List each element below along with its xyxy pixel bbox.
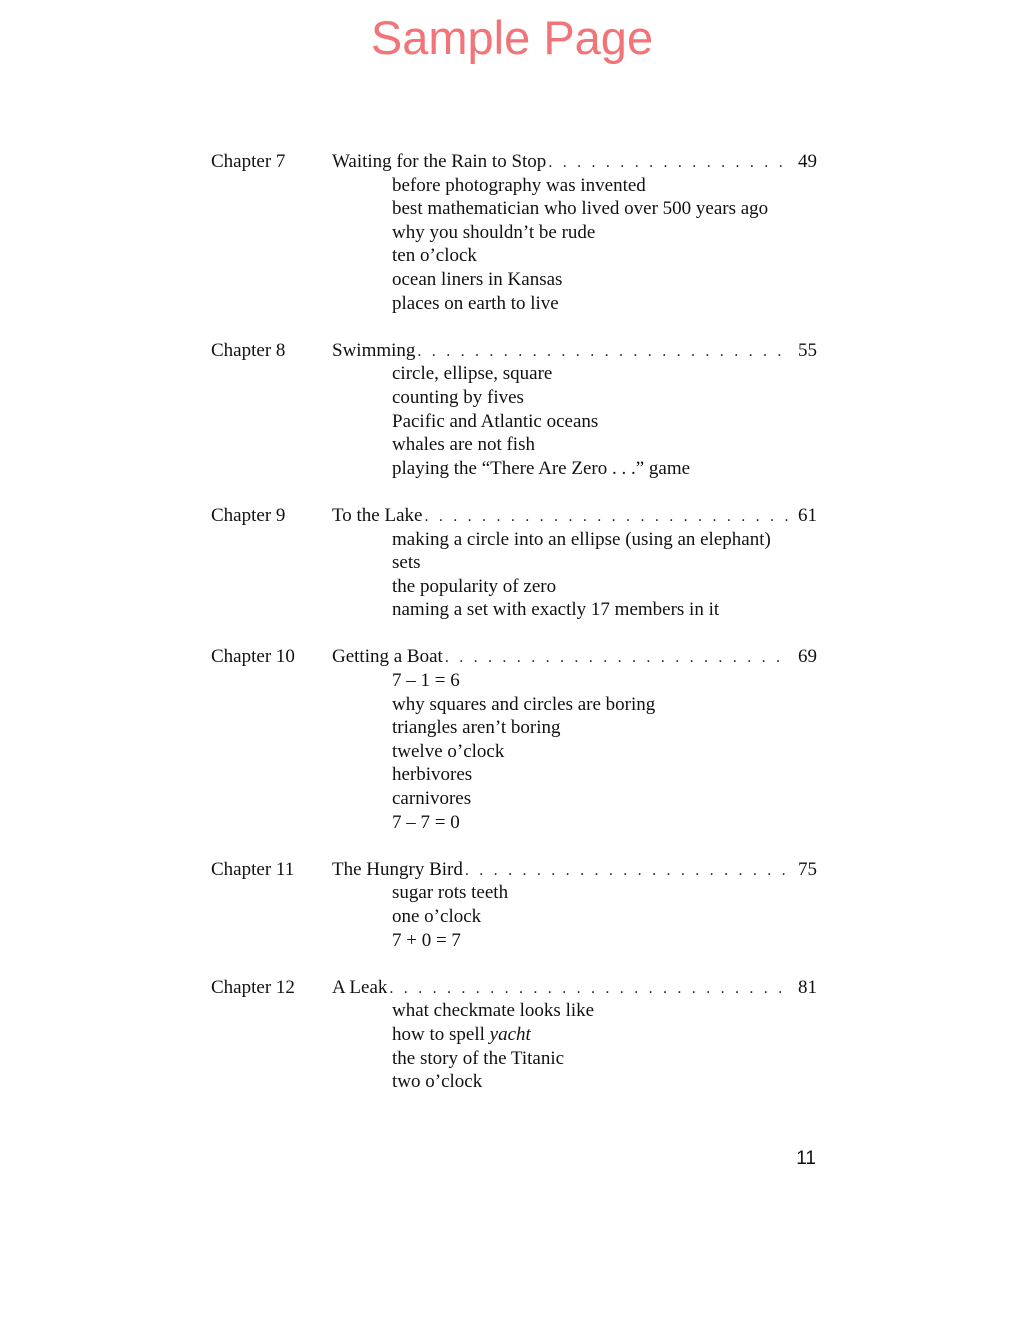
topic-item: carnivores <box>392 788 472 810</box>
chapter-title-line <box>332 858 790 883</box>
chapter-title-line <box>332 339 790 364</box>
topic-item: places on earth to live <box>392 292 559 314</box>
topic-item: whales are not fish <box>392 434 535 456</box>
topic-item: why squares and circles are boring <box>392 693 656 715</box>
dot-leader <box>422 505 790 529</box>
chapter-heading-row <box>211 504 817 528</box>
chapter-label: Chapter 12 <box>211 976 295 998</box>
topic-item: the story of the Titanic <box>392 1047 565 1069</box>
toc-chapter-10 <box>211 645 817 834</box>
topic-item: twelve o’clock <box>392 740 505 762</box>
topic-item: why you shouldn’t be rude <box>392 221 596 243</box>
chapter-title: Getting a Boat <box>332 646 443 668</box>
topic-item: playing the “There Are Zero . . .” game <box>392 457 691 479</box>
page-number: 11 <box>796 1148 816 1169</box>
topic-item: circle, ellipse, square <box>392 363 553 385</box>
chapter-page-number: 55 <box>798 339 817 361</box>
topic-item: ocean liners in Kansas <box>392 268 563 290</box>
topic-item: sets <box>392 552 421 574</box>
sample-page-watermark: Sample Page <box>370 11 654 64</box>
chapter-title: A Leak <box>332 976 388 998</box>
topic-item: best mathematician who lived over 500 years ago <box>392 198 769 220</box>
chapter-page-number: 75 <box>798 858 817 880</box>
topic-item: what checkmate looks like <box>392 1000 595 1022</box>
chapter-heading-row <box>211 150 817 174</box>
chapter-label: Chapter 8 <box>211 339 286 361</box>
chapter-page-number: 61 <box>798 504 817 526</box>
toc-chapter-8 <box>211 339 817 481</box>
topic-item-spell-yacht <box>392 1023 817 1047</box>
topic-item: 7 – 7 = 0 <box>392 811 460 833</box>
toc-chapter-11 <box>211 858 817 952</box>
chapter-page-number: 49 <box>798 151 817 172</box>
chapter-title: To the Lake <box>332 504 423 526</box>
chapter-label: Chapter 11 <box>211 858 295 880</box>
topic-item: making a circle into an ellipse (using an elephant) <box>392 528 771 550</box>
toc-chapter-12 <box>211 976 817 1094</box>
topic-item: Pacific and Atlantic oceans <box>392 410 599 432</box>
chapter-topic-list <box>211 528 817 622</box>
dot-leader <box>463 859 790 883</box>
chapter-heading-row <box>211 858 817 882</box>
chapter-label: Chapter 10 <box>211 646 295 668</box>
chapter-title-line <box>332 150 790 175</box>
topic-italic-word: yacht <box>489 1023 531 1045</box>
chapter-title-line <box>332 504 790 529</box>
dot-leader <box>443 646 790 670</box>
topic-item: counting by fives <box>392 386 524 408</box>
topic-item: sugar rots teeth <box>392 882 509 904</box>
chapter-topic-list <box>211 881 817 952</box>
chapter-topic-list <box>211 999 817 1093</box>
chapter-label: Chapter 7 <box>211 151 286 172</box>
chapter-label: Chapter 9 <box>211 504 286 526</box>
topic-item: before photography was invented <box>392 174 646 196</box>
topic-item: 7 + 0 = 7 <box>392 929 461 951</box>
dot-leader <box>546 151 790 175</box>
topic-item: herbivores <box>392 764 473 786</box>
topic-item: 7 – 1 = 6 <box>392 670 460 692</box>
chapter-heading-row <box>211 645 817 669</box>
chapter-page-number: 69 <box>798 646 817 668</box>
chapter-title-line <box>332 976 790 1001</box>
topic-item: naming a set with exactly 17 members in it <box>392 599 720 621</box>
topic-item: triangles aren’t boring <box>392 717 561 739</box>
toc-chapter-7 <box>211 150 817 315</box>
topic-text: how to spell <box>392 1023 490 1045</box>
toc-chapter-9 <box>211 504 817 622</box>
chapter-topic-list <box>211 174 817 316</box>
chapter-page-number: 81 <box>798 976 817 998</box>
chapter-title: The Hungry Bird <box>332 858 463 880</box>
dot-leader <box>415 340 790 364</box>
table-of-contents <box>211 150 817 1117</box>
dot-leader <box>387 977 790 1001</box>
topic-item: the popularity of zero <box>392 575 557 597</box>
chapter-topic-list <box>211 669 817 834</box>
chapter-title-line <box>332 645 790 670</box>
chapter-heading-row <box>211 339 817 363</box>
topic-item: ten o’clock <box>392 245 477 267</box>
topic-item: one o’clock <box>392 906 482 927</box>
chapter-title: Waiting for the Rain to Stop <box>332 151 547 172</box>
chapter-title: Swimming <box>332 339 416 361</box>
chapter-topic-list <box>211 362 817 480</box>
chapter-heading-row <box>211 976 817 1000</box>
topic-item: two o’clock <box>392 1071 483 1093</box>
